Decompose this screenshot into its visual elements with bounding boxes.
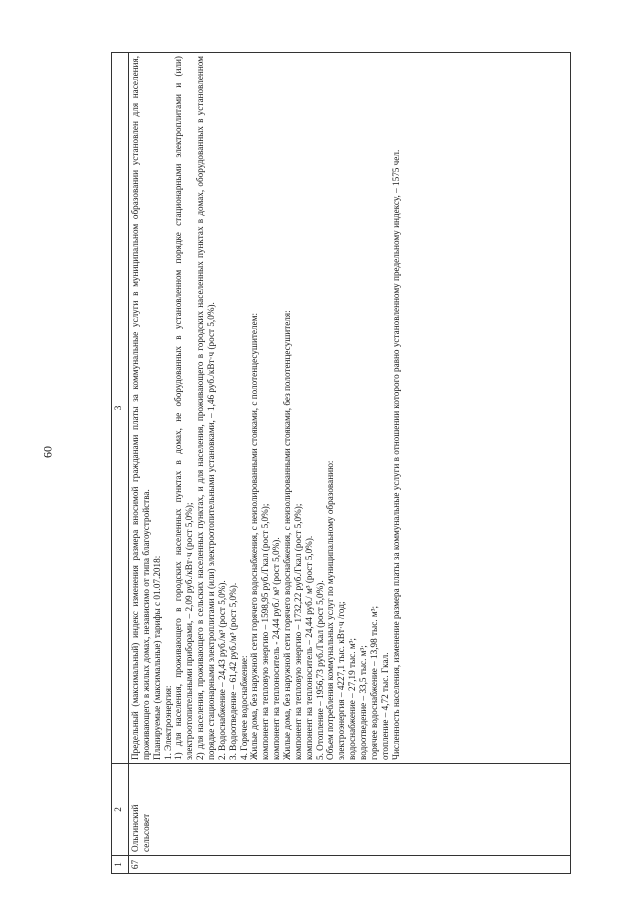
header-col-1: 1 [112, 856, 129, 874]
header-col-2: 2 [112, 764, 129, 856]
paragraph-heat-carrier-2: компонент на теплоноситель – 24,44 руб./ м³ (рост 5,0%). [303, 535, 314, 760]
paragraph-electricity-urban: 1) для населения, проживающего в городских населенных пунктах в домах, не оборудованных в установленном порядке стационарными электроплитами и (или) электроотопительными приборами, – 2,09 руб./кВт·ч (рост 5,0%); [173, 56, 195, 760]
paragraph-hot-water-heading: 4. Горячее водоснабжение: [238, 655, 249, 760]
row-number: 67 [129, 856, 571, 874]
paragraph-heat-component-2: компонент на тепловую энергию – 1732,22 руб./Гкал (рост 5,0%); [292, 503, 303, 760]
paragraph-consumption-hot-water: горячее водоснабжение – 13,98 тыс. м³; [368, 606, 379, 760]
paragraph-hot-water-with-towel-dryer: Жилые дома, без наружной сети горячего водоснабжения, с неизолированными стояками, с полотенцесушителем: [249, 312, 260, 760]
paragraph-intro: Предельный (максимальный) индекс изменения размера вносимой гражданами платы за коммунальные услуги в муниципальном образовании установлен для населения, проживающего в жилых домах, независимо от типа благоустройства. [130, 56, 151, 760]
header-col-3: 3 [112, 53, 129, 764]
paragraph-heat-carrier-1: компонент на теплоноситель - 24,44 руб./ м³ (рост 5,0%). [271, 537, 282, 760]
page-number: 60 [40, 446, 55, 458]
paragraph-consumption-heating: отопление – 4,72 тыс. Гкал. [379, 652, 390, 760]
rotated-table-frame [111, 52, 571, 874]
paragraph-electricity-heading: 1. Электроэнергия: [162, 685, 173, 760]
paragraph-population: Численность населения, изменение размера платы за коммунальные услуги в отношении которого равно установленному предельному индексу, – 1575 чел. [390, 149, 401, 760]
table-header-row [112, 53, 129, 874]
paragraph-hot-water-without-towel-dryer: Жилые дома, без наружной сети горячего водоснабжения, с неизолированными стояками, без полотенцесушителя: [282, 310, 293, 760]
table-row [129, 53, 571, 874]
paragraph-tariffs-heading: Планируемые (максимальные) тарифы с 01.07.2018: [151, 555, 162, 760]
paragraph-heating: 5. Отопление – 1956,73 руб./Гкал (рост 5,0%). [314, 580, 325, 760]
paragraph-water-disposal: 3. Водоотведение – 61,42 руб./м³ (рост 5,0%). [227, 582, 238, 760]
paragraph-electricity-rural: 2) для населения, проживающего в сельских населенных пунктах, и для населения, проживающего в городских населенных пунктах в домах, оборудованных в установленном порядке стационарными электроплитами и (или) электроотопительными установками, – 1,46 руб./кВт·ч (рост 5,0%). [195, 56, 217, 760]
tariff-description [129, 53, 571, 764]
paragraph-consumption-water: водоснабжение – 27,19 тыс. м³; [347, 638, 358, 760]
paragraph-consumption-electricity: электроэнергия – 4227,1 тыс. кВт·ч /год; [336, 601, 347, 760]
paragraph-consumption-disposal: водоотведение – 33,5 тыс. м³; [358, 645, 369, 760]
tariff-table [111, 52, 571, 874]
paragraph-water-supply: 2. Водоснабжение – 24,43 руб./м³ (рост 5,0%). [216, 580, 227, 760]
paragraph-heat-component-1: компонент на тепловую энергию – 1598,95 руб./Гкал (рост 5,0%); [260, 503, 271, 760]
settlement-name: Ольгинский сельсовет [129, 764, 571, 856]
paragraph-consumption-heading: Объем потребления коммунальных услуг по муниципальному образованию: [325, 460, 336, 760]
